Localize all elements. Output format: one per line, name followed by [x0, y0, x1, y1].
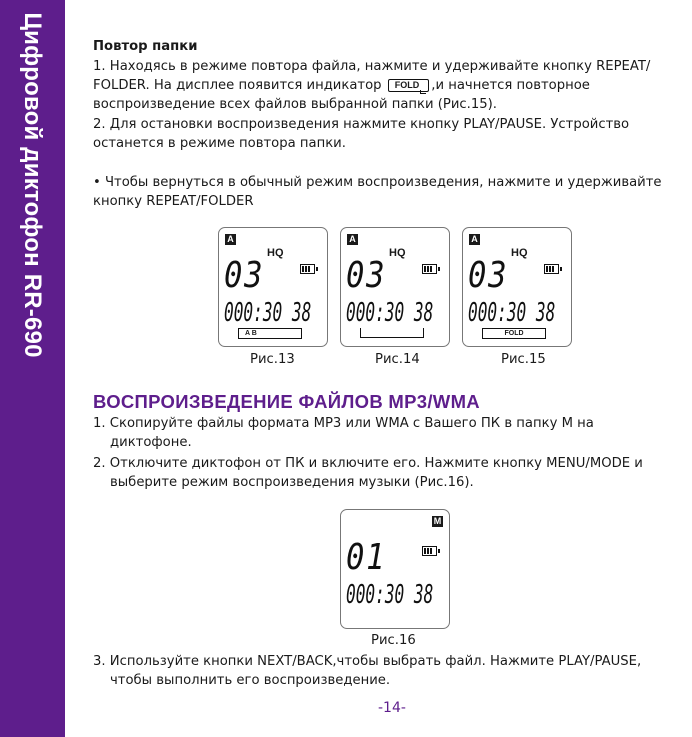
step-line: чтобы выполнить его воспроизведение. [110, 673, 391, 688]
mode-indicator: A [347, 234, 358, 245]
fold-indicator-icon: FOLD [388, 79, 430, 92]
section-title-folder-repeat: Повтор папки [93, 39, 198, 54]
paragraph-text: FOLDER. На дисплее появится индикатор [93, 78, 382, 93]
step-line: 2. Отключите диктофон от ПК и включите его. Нажмите кнопку MENU/MODE и [93, 456, 643, 471]
lcd-display [462, 227, 572, 347]
paragraph-line: останется в режиме повтора папки. [93, 136, 346, 151]
paragraph-line: 2. Для остановки воспроизведения нажмите кнопку PLAY/PAUSE. Устройство [93, 117, 630, 132]
time-readout: 000:30 38 [346, 580, 434, 610]
battery-icon [300, 264, 315, 274]
paragraph-line: 1. Находясь в режиме повтора файла, нажмите и удерживайте кнопку REPEAT/ [93, 59, 651, 74]
battery-icon [544, 264, 559, 274]
lcd-display [340, 227, 450, 347]
time-readout: 000:30 38 [468, 298, 556, 328]
page-number: -14- [378, 700, 406, 716]
paragraph-line [93, 76, 590, 95]
paragraph-text: ,и начнется повторное [431, 78, 590, 93]
fold-repeat-indicator [482, 328, 546, 339]
sidebar-title: Цифровой диктофон RR-690 [19, 12, 46, 358]
quality-indicator: HQ [267, 247, 284, 259]
step-line: 3. Используйте кнопки NEXT/BACK,чтобы выбрать файл. Нажмите PLAY/PAUSE, [93, 654, 642, 669]
mode-indicator: A [225, 234, 236, 245]
figure-caption: Рис.16 [371, 633, 416, 648]
mode-indicator: M [433, 516, 442, 526]
track-number: 01 [346, 537, 387, 578]
bullet-line: кнопку REPEAT/FOLDER [93, 194, 254, 209]
figure-caption: Рис.15 [501, 352, 546, 367]
time-readout: 000:30 38 [224, 298, 312, 328]
lcd-display [218, 227, 328, 347]
bullet-line: • Чтобы вернуться в обычный режим воспроизведения, нажмите и удерживайте [93, 175, 662, 190]
time-readout: 000:30 38 [346, 298, 434, 328]
paragraph-line: воспроизведение всех файлов выбранной папки (Рис.15). [93, 97, 497, 112]
mode-indicator: A [469, 234, 480, 245]
track-number: 03 [468, 255, 509, 296]
repeat-ab-label: A B [245, 330, 257, 337]
track-number: 03 [224, 255, 265, 296]
figure-caption: Рис.13 [250, 352, 295, 367]
step-line: 1. Скопируйте файлы формата MP3 или WMA с Вашего ПК в папку M на [93, 416, 594, 431]
quality-indicator: HQ [389, 247, 406, 259]
quality-indicator: HQ [511, 247, 528, 259]
step-line: выберите режим воспроизведения музыки (Рис.16). [110, 475, 474, 490]
lcd-display [340, 509, 450, 629]
repeat-ab-indicator [238, 328, 302, 339]
step-line: диктофоне. [110, 435, 192, 450]
repeat-one-indicator [360, 328, 424, 338]
figure-caption: Рис.14 [375, 352, 420, 367]
section-heading-mp3-wma: ВОСПРОИЗВЕДЕНИЕ ФАЙЛОВ MP3/WMA [93, 391, 480, 412]
track-number: 03 [346, 255, 387, 296]
sidebar [0, 0, 65, 737]
fold-label: FOLD [504, 330, 524, 337]
battery-icon [422, 264, 437, 274]
battery-icon [422, 546, 437, 556]
